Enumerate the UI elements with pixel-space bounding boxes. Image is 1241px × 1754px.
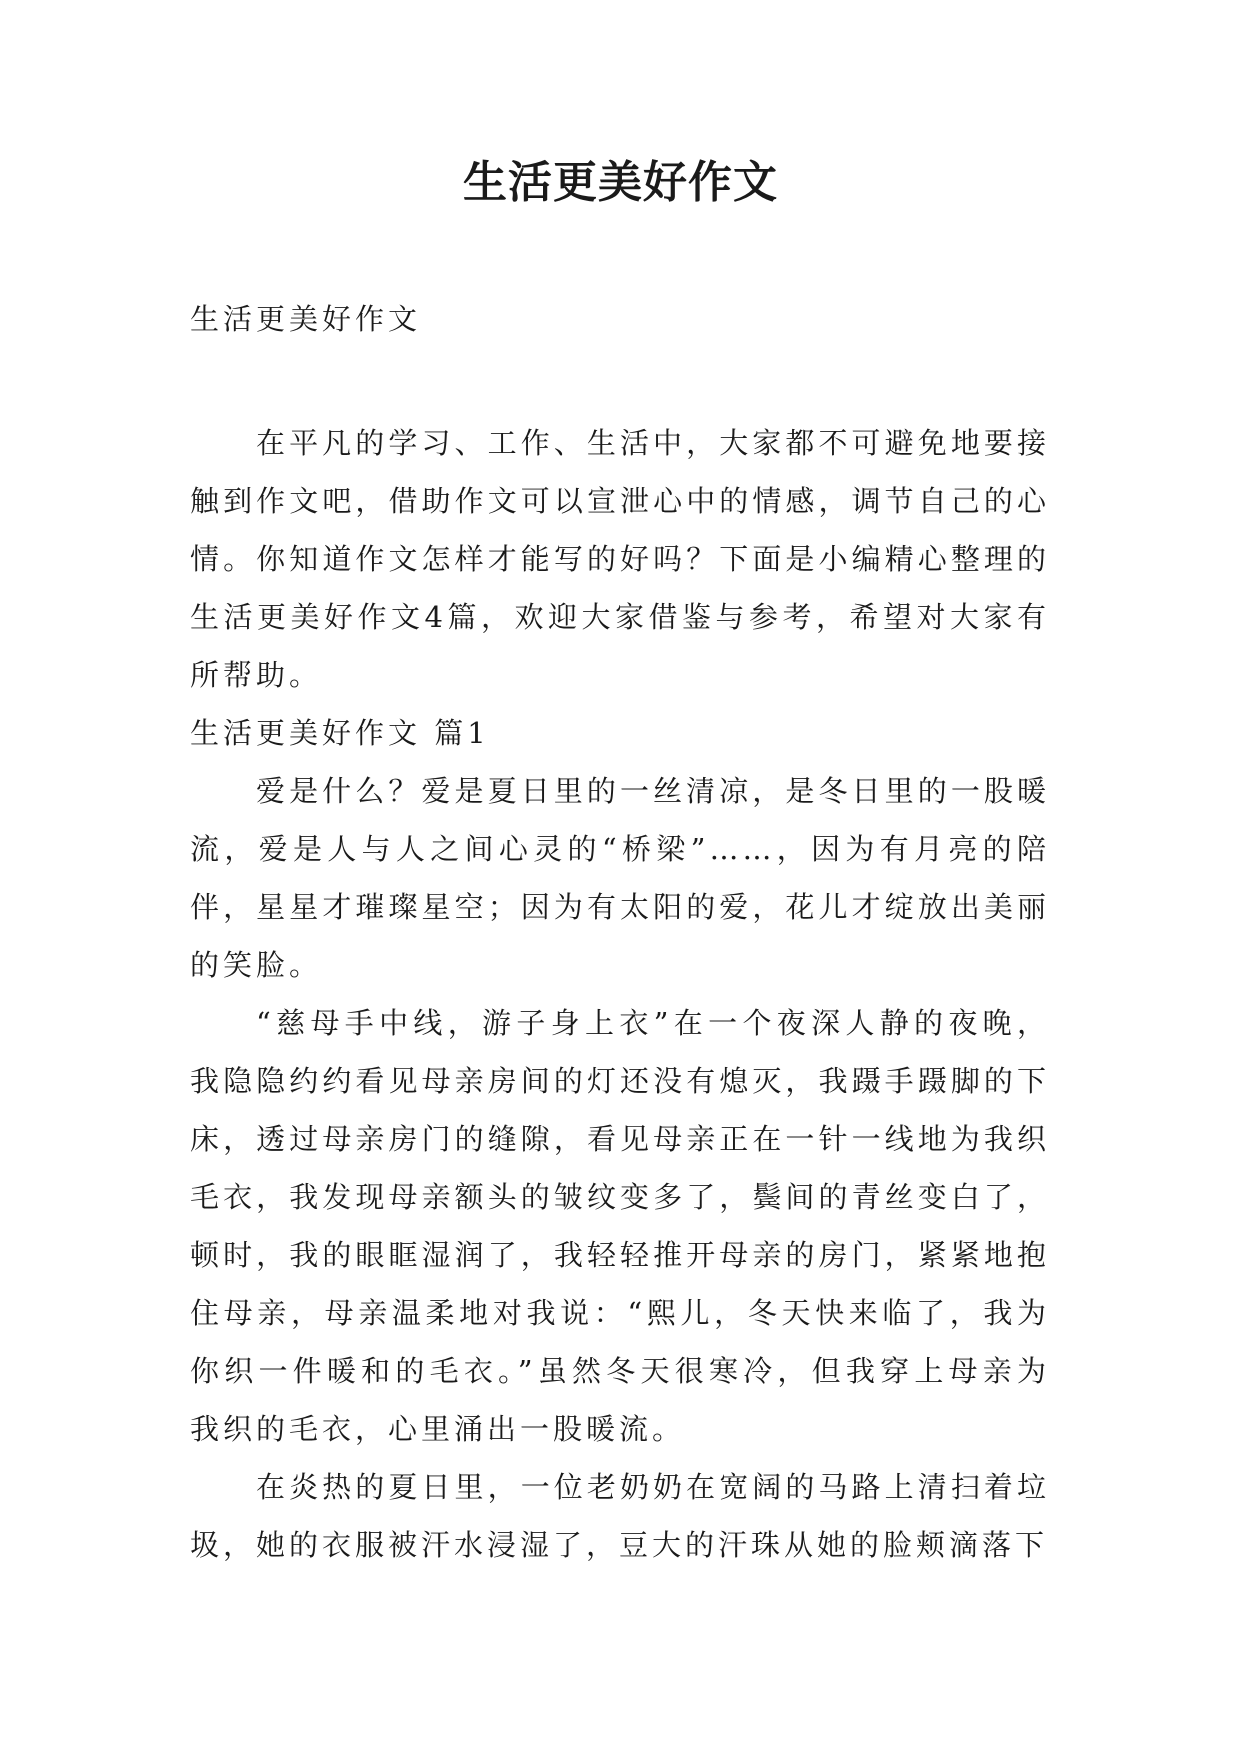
- section-paragraph: “慈母手中线，游子身上衣”在一个夜深人静的夜晚，我隐隐约约看见母亲房间的灯还没有熄灭，我蹑手蹑脚的下床，透过母亲房门的缝隙，看见母亲正在一针一线地为我织毛衣，我发现母亲额头的皱纹变多了，鬓间的青丝变白了，顿时，我的眼眶湿润了，我轻轻推开母亲的房门，紧紧地抱住母亲，母亲温柔地对我说：“熙儿，冬天快来临了，我为你织一件暖和的毛衣。”虽然冬天很寒冷，但我穿上母亲为我织的毛衣，心里涌出一股暖流。: [190, 1006, 1050, 1446]
- intro-paragraph: 在平凡的学习、工作、生活中，大家都不可避免地要接触到作文吧，借助作文可以宣泄心中的情感，调节自己的心情。你知道作文怎样才能写的好吗？下面是小编精心整理的生活更美好作文4篇，欢迎大家借鉴与参考，希望对大家有所帮助。: [190, 426, 1050, 692]
- document-subtitle: 生活更美好作文: [190, 302, 422, 336]
- section-paragraph: 爱是什么？爱是夏日里的一丝清凉，是冬日里的一股暖流，爱是人与人之间心灵的“桥梁”……，因为有月亮的陪伴，星星才璀璨星空；因为有太阳的爱，花儿才绽放出美丽的笑脸。: [190, 774, 1050, 982]
- section-heading: 生活更美好作文 篇1: [190, 716, 490, 750]
- document-title: 生活更美好作文: [463, 157, 778, 208]
- paragraph-spacer: [190, 348, 1050, 414]
- document-body: [190, 290, 1050, 1574]
- section-paragraph: 在炎热的夏日里，一位老奶奶在宽阔的马路上清扫着垃圾，她的衣服被汗水浸湿了，豆大的汗珠从她的脸颊滴落下: [190, 1470, 1050, 1562]
